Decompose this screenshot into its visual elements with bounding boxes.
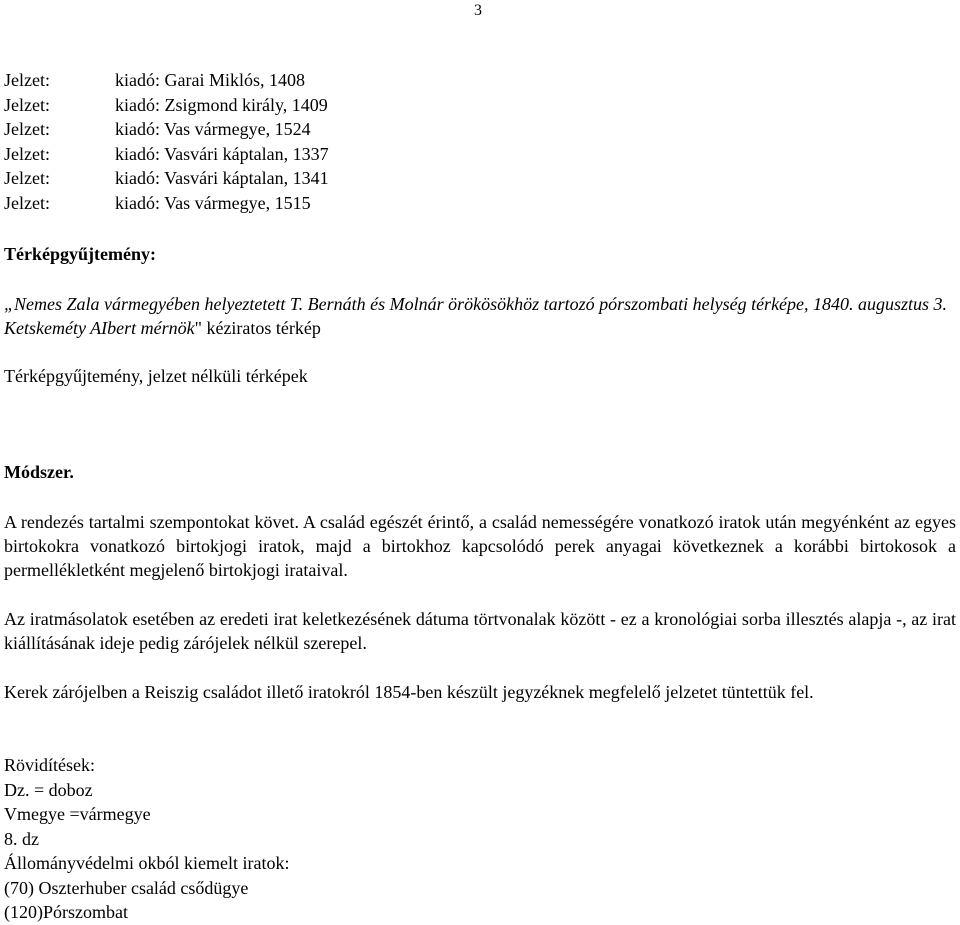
signature-label: Jelzet: [4,143,50,164]
signature-row [4,117,956,142]
map-title-italic: „Nemes Zala vármegyében helyeztetett T. Bernáth és Molnár örökösökhöz tartozó pórszombati helység térképe, 1840. augusztus 3. Ketskeméty AIbert mérnök [4,294,948,338]
conservation-item: (120)Pórszombat [4,902,128,922]
map-collection-note: Térképgyűjtemény, jelzet nélküli térképek [4,366,308,386]
signature-value: kiadó: Garai Miklós, 1408 [115,70,305,90]
method-paragraph: A rendezés tartalmi szempontokat követ. A család egészét érintő, a család nemességére vonatkozó iratok után megyénként az egyes birtokokra vonatkozó birtokjogi iratok, majd a birtokhoz kapcsolódó perek anyagai következnek a korábbi birtokosok a permellékletként megjelenő birtokjogi irataival. [4,512,956,580]
signature-label: Jelzet: [4,70,50,90]
box-number: 8. dz [4,828,39,849]
signature-row [4,142,956,167]
map-title [4,292,956,340]
signature-row [4,68,956,93]
signature-value: kiadó: Vasvári káptalan, 1341 [115,168,329,188]
page-number: 3 [474,2,482,19]
signature-value: kiadó: Vasvári káptalan, 1337 [115,143,329,164]
signature-label: Jelzet: [4,192,50,213]
method-paragraph: Az iratmásolatok esetében az eredeti irat keletkezésének dátuma törtvonalak között - ez a kronológiai sorba illesztés alapja -, az irat kiállításának ideje pedig zárójelek nélkül szerepel. [4,609,956,653]
map-title-rest: " kéziratos térkép [194,318,321,338]
signature-label: Jelzet: [4,168,50,188]
map-collection-heading: Térképgyűjtemény: [4,244,156,264]
abbreviations-list [4,753,956,925]
signature-row [4,93,956,118]
method-paragraph: Kerek zárójelben a Reiszig családot illető iratokról 1854-ben készült jegyzéknek megfelelő jelzetet tüntettük fel. [4,682,814,702]
abbreviation-item: Vmegye =vármegye [4,804,151,824]
conservation-heading: Állományvédelmi okból kiemelt iratok: [4,853,290,873]
signature-list [4,68,956,215]
signature-row [4,166,956,191]
signature-label: Jelzet: [4,94,50,115]
abbreviation-item: Dz. = doboz [4,779,93,800]
signature-value: kiadó: Vas vármegye, 1524 [115,119,311,139]
method-heading: Módszer. [4,462,74,482]
signature-value: kiadó: Zsigmond király, 1409 [115,94,328,115]
conservation-item: (70) Oszterhuber család csődügye [4,877,249,898]
signature-label: Jelzet: [4,119,50,139]
signature-row [4,191,956,216]
signature-value: kiadó: Vas vármegye, 1515 [115,192,311,213]
abbreviations-heading: Rövidítések: [4,755,95,775]
